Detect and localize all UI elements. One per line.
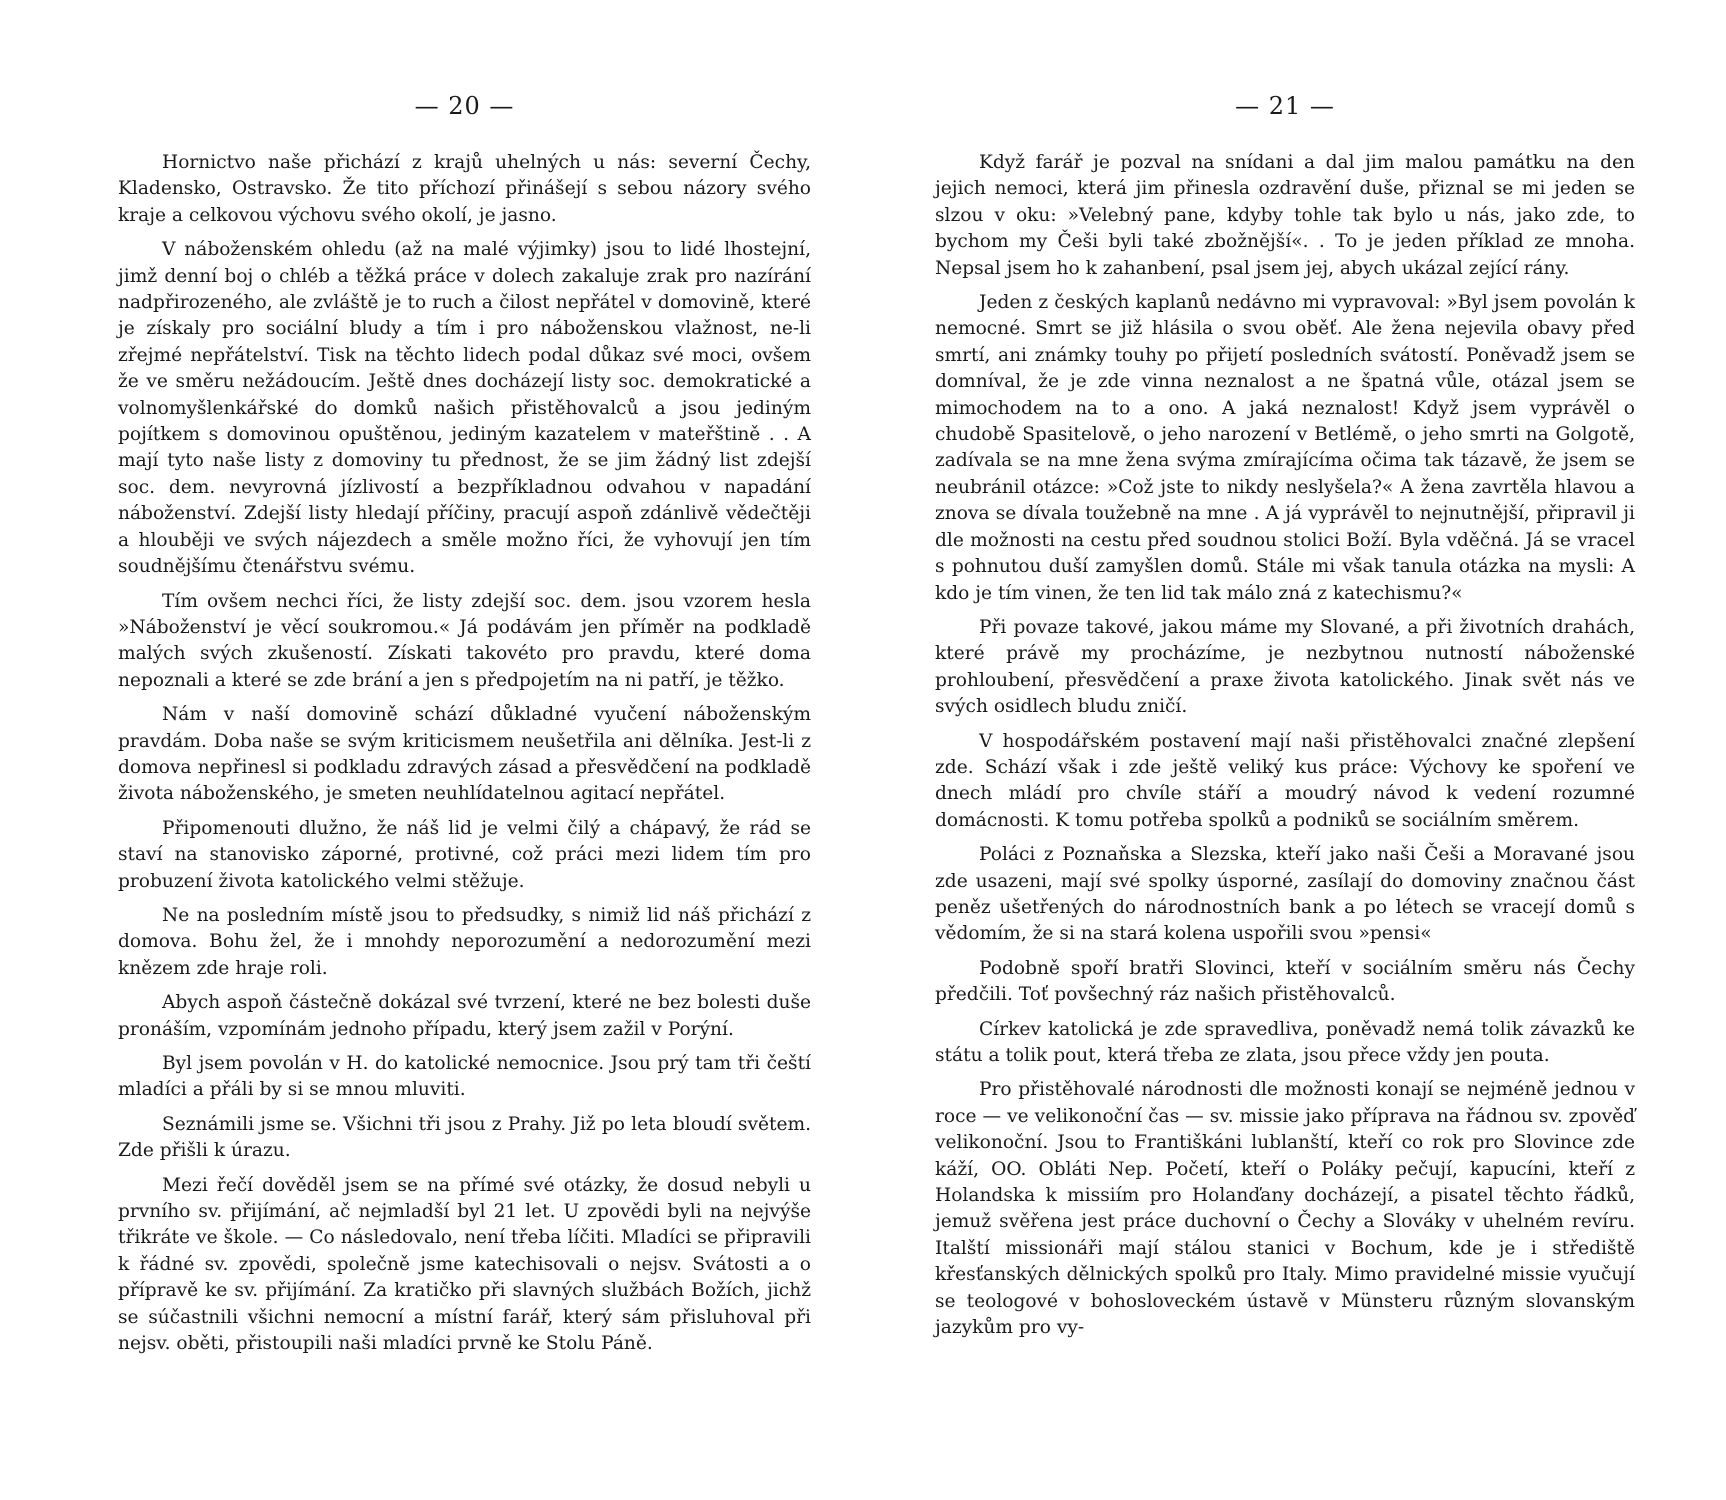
paragraph: Tím ovšem nechci říci, že listy zdejší soc. dem. jsou vzorem hesla »Náboženství je věcí soukromou.« Já podávám jen příměr na podkladě malých svých zkušeností. Získati takovéto pro pravdu, které doma nepoznali a které se zde brání a jen s předpojetím na ni patří, je těžko. [118, 590, 811, 691]
paragraph: Jeden z českých kaplanů nedávno mi vypravoval: »Byl jsem povolán k nemocné. Smrt se již hlásila o svou oběť. Ale žena nejevila obavy před smrtí, ani známky touhy po přijetí posledních svátostí. Poněvadž jsem se domníval, že je zde vinna neznalost a ne špatná vůle, otázal jsem se mimochodem na to a ono. A jaká neznalost! Když jsem vyprávěl o chudobě Spasitelově, o jeho narození v Betlémě, o jeho smrti na Golgotě, zadívala se na mne žena svýma zmírajícíma očima tak tázavě, že jsem se neubránil otázce: »Což jste to nikdy neslyšela?« A žena zavrtěla hlavou a znova se dívala toužebně na mne . A já vyprávěl to nejnutnější, připravil ji dle možnosti na cestu před soudnou stolici Boží. Byla vděčná. Já se vracel s pohnutou duší zamyšlen domů. Stále mi však tanula otázka na mysli: A kdo je tím vinen, že ten lid tak málo zná z katechismu?« [935, 292, 1635, 604]
paragraph: Seznámili jsme se. Všichni tři jsou z Prahy. Již po leta bloudí světem. Zde přišli k úrazu. [118, 1113, 811, 1162]
paragraph: Hornictvo naše přichází z krajů uhelných u nás: severní Čechy, Kladensko, Ostravsko. Že tito příchozí přinášejí s sebou názory svého kraje a celkovou výchovu svého okolí, je jasno. [118, 152, 811, 226]
page-number: — 21 — [1235, 92, 1335, 120]
paragraph: Církev katolická je zde spravedliva, poněvadž nemá tolik závazků ke státu a tolik pout, která třeba ze zlata, jsou přece vždy jen pouta. [935, 1018, 1635, 1066]
right-page [935, 0, 1635, 1500]
paragraph: Ne na posledním místě jsou to předsudky, s nimiž lid náš přichází z domova. Bohu žel, že i mnohdy neporozumění a nedorozumění mezi knězem zde hraje roli. [118, 904, 811, 979]
paragraph: Poláci z Poznaňska a Slezska, kteří jako naši Češi a Moravané jsou zde usazeni, mají své spolky úsporné, zasílají do domoviny značnou část peněz ušetřených do národnostních bank a po létech se vracejí domů s vědomím, že si na stará kolena uspořili svou »pensi« [935, 844, 1635, 945]
paragraph: Připomenouti dlužno, že náš lid je velmi čilý a chápavý, že rád se staví na stanovisko záporné, protivné, což práci mezi lidem tím pro probuzení života katolického velmi stěžuje. [118, 817, 811, 892]
paragraph: V náboženském ohledu (až na malé výjimky) jsou to lidé lhostejní, jimž denní boj o chléb a těžká práce v dolech zakaluje zrak pro nazírání nadpřirozeného, ale zvláště je to ruch a čilost nepřátel v domovině, které je získaly pro sociální bludy a tím i pro náboženskou vlažnost, ne-li zřejmé nepřátelství. Tisk na těchto lidech podal důkaz své moci, ovšem že ve směru nežádoucím. Ještě dnes docházejí listy soc. demokratické a volnomyšlenkářské do domků našich přistěhovalců a jsou jediným pojítkem s domovinou opuštěnou, jediným kazatelem v mateřštině . . A mají tyto naše listy z domoviny tu přednost, že se jim žádný list zdejší soc. dem. nevyrovná jízlivostí a bezpříkladnou odvahou v napadání náboženství. Zdejší listy hledají příčiny, pracují aspoň zdánlivě vědečtěji a hlouběji ve svých nájezdech a směle možno říci, že vyhovují jen tím soudnějšímu čtenářstvu svému. [118, 239, 811, 578]
page-body [118, 150, 811, 1365]
paragraph: Abych aspoň částečně dokázal své tvrzení, které ne bez bolesti duše pronáším, vzpomínám jednoho případu, který jsem zažil v Porýní. [118, 992, 811, 1040]
paragraph: Při povaze takové, jakou máme my Slované, a při životních drahách, které právě my procházíme, je nezbytnou nutností náboženské prohloubení, přesvědčení a praxe života katolického. Jinak svět nás ve svých osidlech bludu zničí. [935, 616, 1635, 718]
paragraph: Mezi řečí dověděl jsem se na přímé své otázky, že dosud nebyli u prvního sv. přijímání, ač nejmladší byl 21 let. U zpovědi byli na nejvýše třikráte ve škole. — Co následovalo, není třeba líčiti. Mladíci se připravili k řádné sv. zpovědi, společně jsme katechisovali o nejsv. Svátosti a o přípravě ke sv. přijímání. Za kratičko při slavných službách Božích, jichž se súčastnili všichni nemocní a místní farář, který sám přisluhoval při nejsv. oběti, přistoupili naši mladíci prvně ke Stolu Páně. [118, 1174, 811, 1355]
paragraph: Podobně spoří bratři Slovinci, kteří v sociálním směru nás Čechy předčili. Toť povšechný ráz našich přistěhovalců. [935, 957, 1635, 1006]
paragraph: Nám v naší domovině schází důkladné vyučení náboženským pravdám. Doba naše se svým kriticismem neušetřila ani dělníka. Jest-li z domova nepřinesl si podkladu zdravých zásad a přesvědčení na podkladě života náboženského, je smeten neuhlídatelnou agitací nepřátel. [118, 704, 811, 805]
paragraph: V hospodářském postavení mají naši přistěhovalci značné zlepšení zde. Schází však i zde ještě veliký kus práce: Výchovy ke spoření ve dnech mládí pro chvíle stáří a moudrý návod k vedení rozumné domácnosti. K tomu potřeba spolků a podniků se sociálním směrem. [935, 730, 1635, 831]
paragraph: Byl jsem povolán v H. do katolické nemocnice. Jsou prý tam tři čeští mladíci a přáli by si se mnou mluviti. [118, 1053, 811, 1101]
paragraph: Pro přistěhovalé národnosti dle možnosti konají se nejméně jednou v roce — ve velikonoční čas — sv. missie jako příprava na řádnou sv. zpověď velikonoční. Jsou to Františkáni lublanští, kteří co rok pro Slovince zde káží, OO. Obláti Nep. Početí, kteří o Poláky pečují, kapucíni, kteří z Holandska k missiím pro Holanďany docházejí, a pisatel těchto řádků, jemuž svěřena jest práce duchovní o Čechy a Slováky v uhelném revíru. Italští missionáři mají stálou stanici v Bochum, kde je i střediště křesťanských dělnických spolků pro Italy. Mimo pravidelné missie vyučují se teologové v bohosloveckém ústavě v Münsteru různým slovanským jazykům pro vy- [935, 1079, 1635, 1339]
page-body [935, 150, 1635, 1349]
page-number: — 20 — [414, 92, 515, 120]
paragraph: Když farář je pozval na snídani a dal jim malou památku na den jejich nemoci, která jim přinesla ozdravění duše, přiznal se mi jeden se slzou v oku: »Velebný pane, kdyby tohle tak bylo u nás, jako zde, to bychom my Češi byli také zbožnější«. . To je jeden příklad ze mnoha. Nepsal jsem ho k zahanbení, psal jsem jej, abych ukázal zející rány. [935, 152, 1635, 279]
left-page [118, 0, 811, 1500]
